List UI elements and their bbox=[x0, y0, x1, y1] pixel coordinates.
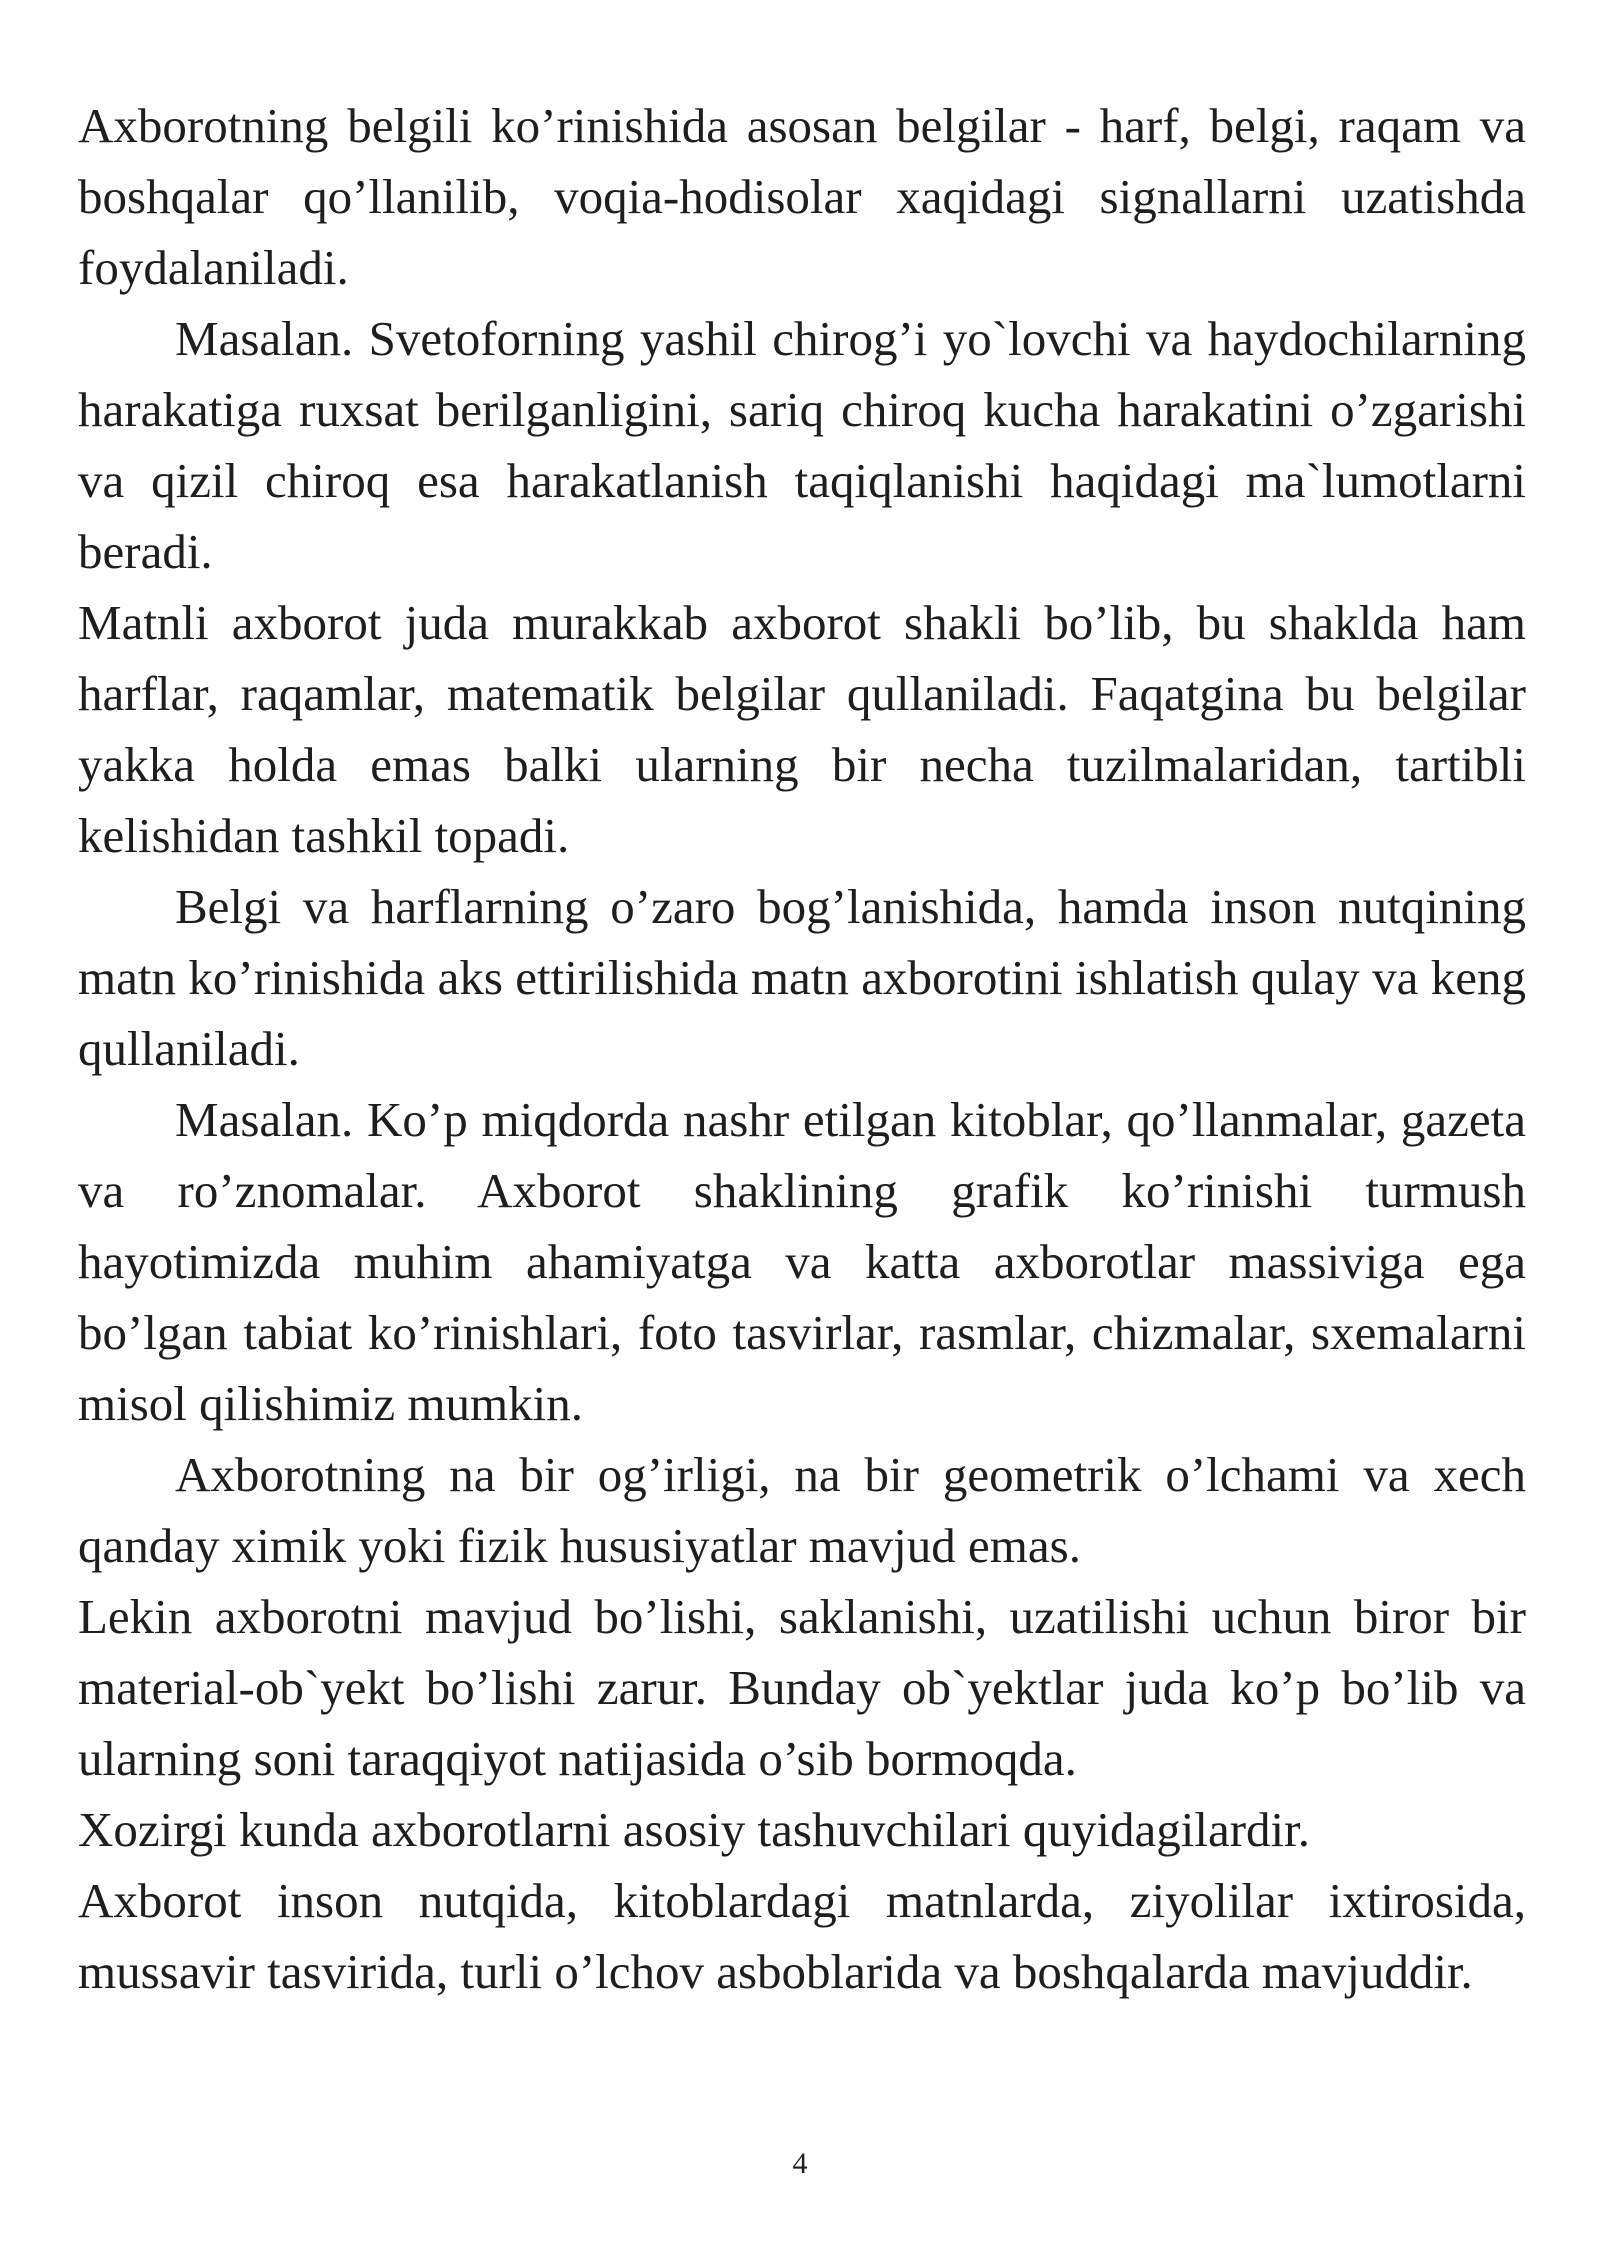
paragraph: Masalan. Ko’p miqdorda nashr etilgan kitoblar, qo’llanmalar, gazeta va ro’znomalar. Axborot shaklining grafik ko’rinishi turmush hayotimizda muhim ahamiyatga va katta axborotlar massiviga ega bo’lgan tabiat ko’rinishlari, foto tasvirlar, rasmlar, chizmalar, sxemalarni misol qilishimiz mumkin. bbox=[78, 1092, 1526, 1431]
paragraph: Xozirgi kunda axborotlarni asosiy tashuvchilari quyidagilardir. bbox=[78, 1802, 1310, 1857]
paragraph: Axborot inson nutqida, kitoblardagi matnlarda, ziyolilar ixtirosida, mussavir tasvirida, turli o’lchov asboblarida va boshqalarda mavjuddir. bbox=[78, 1873, 1526, 1999]
paragraph: Belgi va harflarning o’zaro bog’lanishida, hamda inson nutqining matn ko’rinishida aks ettirilishida matn axborotini ishlatish qulay va keng qullaniladi. bbox=[78, 879, 1526, 1076]
paragraph: Axborotning na bir og’irligi, na bir geometrik o’lchami va xech qanday ximik yoki fizik hususiyatlar mavjud emas. bbox=[78, 1447, 1526, 1573]
paragraph: Axborotning belgili ko’rinishida asosan belgilar - harf, belgi, raqam va boshqalar qo’llanilib, voqia-hodisolar xaqidagi signallarni uzatishda foydalaniladi. bbox=[78, 98, 1526, 295]
paragraph: Masalan. Svetoforning yashil chirog’i yo`lovchi va haydochilarning harakatiga ruxsat berilganligini, sariq chiroq kucha harakatini o’zgarishi va qizil chiroq esa harakatlanish taqiqlanishi haqidagi ma`lumotlarni beradi. bbox=[78, 311, 1526, 579]
page-number: 4 bbox=[792, 2147, 808, 2180]
body-text bbox=[78, 90, 1526, 2007]
paragraph: Matnli axborot juda murakkab axborot shakli bo’lib, bu shaklda ham harflar, raqamlar, matematik belgilar qullaniladi. Faqatgina bu belgilar yakka holda emas balki ularning bir necha tuzilmalaridan, tartibli kelishidan tashkil topadi. bbox=[78, 595, 1526, 863]
paragraph: Lekin axborotni mavjud bo’lishi, saklanishi, uzatilishi uchun biror bir material-ob`yekt bo’lishi zarur. Bunday ob`yektlar juda ko’p bo’lib va ularning soni taraqqiyot natijasida o’sib bormoqda. bbox=[78, 1589, 1526, 1786]
